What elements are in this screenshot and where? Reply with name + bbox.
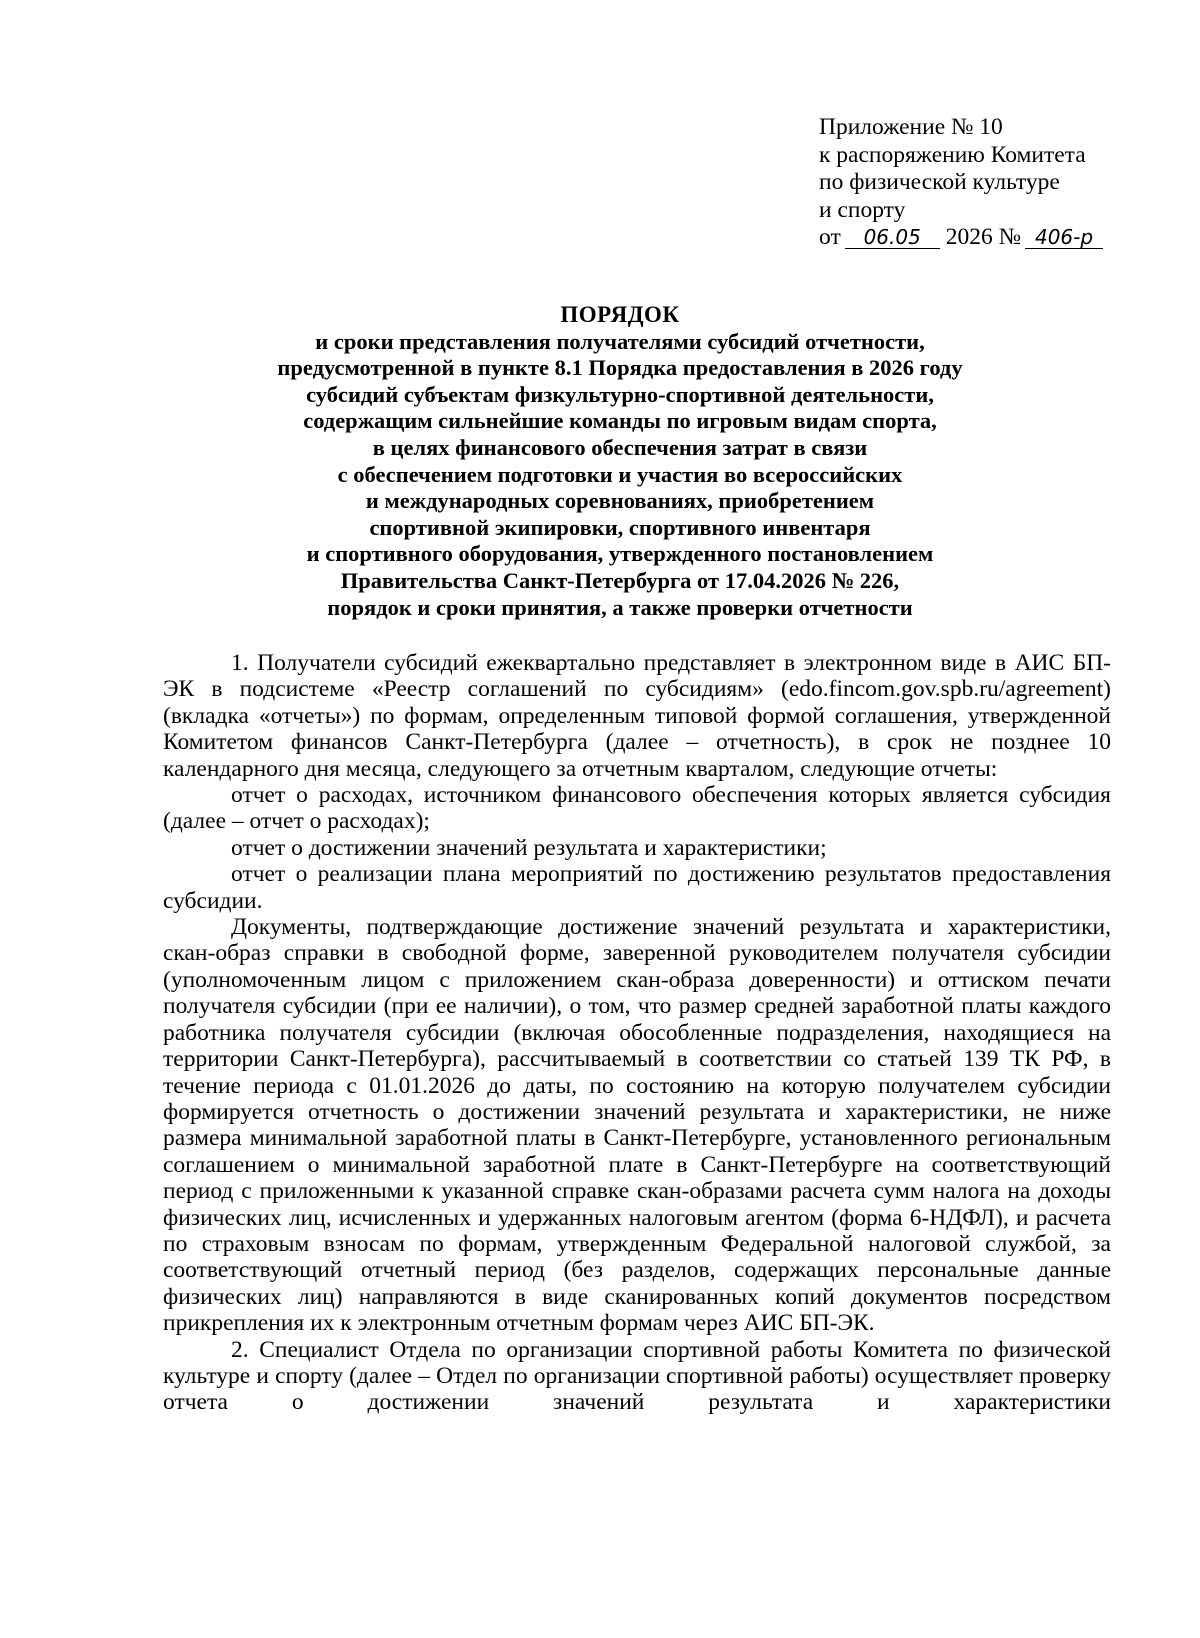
title-line: содержащим сильнейшие команды по игровым видам спорта, — [303, 408, 937, 434]
title-line: с обеспечением подготовки и участия во всероссийских — [337, 461, 903, 487]
date-prefix: от — [819, 224, 841, 250]
paragraph-report-expenses: отчет о расходах, источником финансового обеспечения которых является субсидия (далее – отчет о расходах); — [163, 782, 1111, 835]
appendix-date-line — [819, 224, 1159, 252]
paragraph-2: 2. Специалист Отдела по организации спортивной работы Комитета по физической культуре и спорту (далее – Отдел по организации спортивной работы) осуществляет проверку отчета о достижении значений результата и характеристики — [163, 1336, 1111, 1416]
title-line: и международных соревнованиях, приобретением — [365, 488, 875, 514]
title-line: и спортивного оборудования, утвержденного постановлением — [306, 541, 934, 567]
date-year: 2026 № — [945, 224, 1022, 250]
paragraph-documents: Документы, подтверждающие достижение значений результата и характеристики, скан-образ справки в свободной форме, заверенной руководителем получателя субсидии (уполномоченным лицом с приложением скан-образа доверенности) и оттиском печати получателя субсидии (при ее наличии), о том, что размер средней заработной платы каждого работника получателя субсидии (включая обособленные подразделения, находящиеся на территории Санкт-Петербурга), рассчитываемый в соответствии со статьей 139 ТК РФ, в течение периода с 01.01.2026 до даты, по состоянию на которую получателем субсидии формируется отчетность о достижении значений результата и характеристики, не ниже размера минимальной заработной платы в Санкт-Петербурге, установленного региональным соглашением о минимальной заработной плате в Санкт-Петербурге на соответствующий период с приложенными к указанной справке скан-образами расчета сумм налога на доходы физических лиц, исчисленных и удержанных налоговым агентом (форма 6-НДФЛ), и расчета по страховым взносам по формам, утвержденным Федеральной налоговой службой, за соответствующий отчетный период (без разделов, содержащих персональные данные физических лиц) направляются в виде сканированных копий документов посредством прикрепления их к электронным отчетным формам через АИС БП-ЭК. — [163, 914, 1111, 1337]
paragraph-report-results: отчет о достижении значений результата и характеристики; — [231, 834, 827, 861]
appendix-header — [819, 114, 1159, 252]
appendix-line-4: и спорту — [819, 196, 906, 223]
title-line: Правительства Санкт-Петербурга от 17.04.2026 № 226, — [340, 567, 900, 593]
appendix-line-2: к распоряжению Комитета — [819, 141, 1086, 168]
handwritten-date: 06.05 — [845, 226, 940, 249]
title-line: субсидий субъектам физкультурно-спортивной деятельности, — [306, 381, 934, 407]
title-line: порядок и сроки принятия, а также проверки отчетности — [327, 594, 913, 620]
appendix-line-3: по физической культуре — [819, 169, 1060, 195]
title-main: ПОРЯДОК — [560, 302, 680, 327]
appendix-line-1: Приложение № 10 — [819, 114, 1003, 140]
handwritten-number: 406-р — [1025, 226, 1103, 249]
paragraph-report-plan: отчет о реализации плана мероприятий по достижению результатов предоставления субсидии. — [163, 861, 1111, 914]
title-line: в целях финансового обеспечения затрат в связи — [372, 434, 868, 460]
title-line: и сроки представления получателями субсидий отчетности, — [315, 328, 925, 354]
title-line: спортивной экипировки, спортивного инвентаря — [369, 514, 871, 540]
title-line: предусмотренной в пункте 8.1 Порядка предоставления в 2026 году — [277, 355, 963, 381]
paragraph-1: 1. Получатели субсидий ежеквартально представляет в электронном виде в АИС БП-ЭК в подсистеме «Реестр соглашений по субсидиям» (edo.fincom.gov.spb.ru/agreement) (вкладка «отчеты») по формам, определенным типовой формой соглашения, утвержденной Комитетом финансов Санкт-Петербурга (далее – отчетность), в срок не позднее 10 календарного дня месяца, следующего за отчетным кварталом, следующие отчеты: — [163, 650, 1111, 782]
document-body — [163, 650, 1111, 1442]
document-title — [160, 302, 1080, 621]
